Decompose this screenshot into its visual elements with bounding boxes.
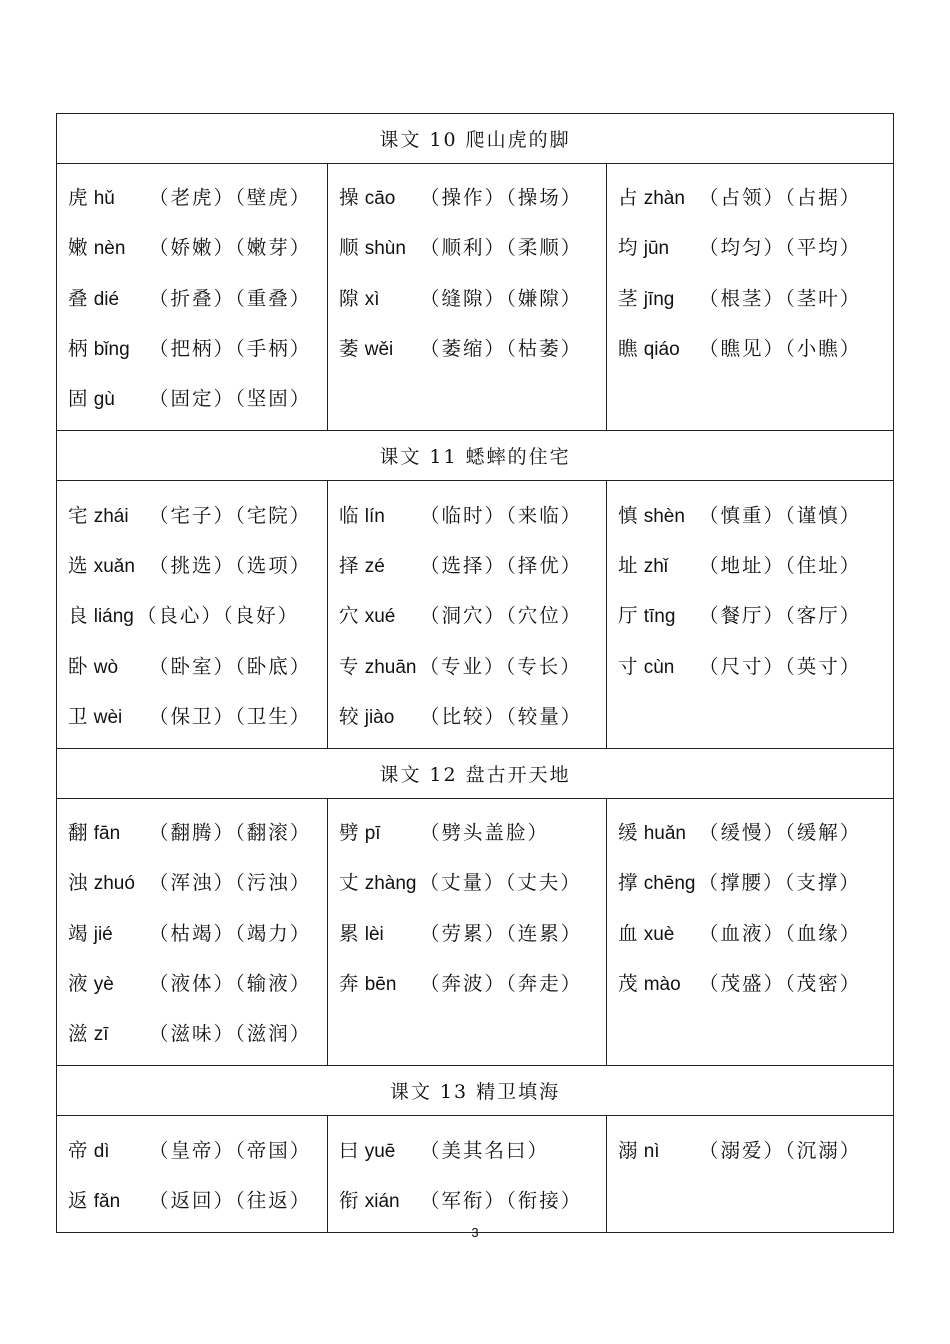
entry-head xyxy=(339,333,420,361)
vocab-entry xyxy=(618,221,893,271)
example-words: （军衔）（衔接） xyxy=(420,1188,583,1212)
example-words: （固定）（坚固） xyxy=(149,387,312,411)
entry-column xyxy=(57,798,328,1065)
hanzi-character: 寸 xyxy=(618,654,638,678)
vocab-entry xyxy=(68,171,327,221)
vocab-entry xyxy=(618,322,893,372)
example-words: （保卫）（卫生） xyxy=(149,704,312,728)
entry-head xyxy=(68,333,149,361)
hanzi-character: 缓 xyxy=(618,821,638,845)
example-words: （液体）（输液） xyxy=(149,972,312,995)
page-number: 3 xyxy=(471,1225,479,1240)
example-words: （地址）（住址） xyxy=(699,553,862,577)
hanzi-character: 劈 xyxy=(339,821,359,845)
pinyin: jūn xyxy=(643,238,670,260)
hanzi-character: 隙 xyxy=(339,286,359,310)
pinyin: zhàn xyxy=(643,188,685,210)
pinyin: huǎn xyxy=(643,823,686,845)
entry-head xyxy=(68,817,149,845)
lesson-title: 课文 12 盘古开天地 xyxy=(57,748,894,798)
entry-head xyxy=(618,600,699,628)
example-words: （选择）（择优） xyxy=(420,553,583,577)
vocab-entry xyxy=(68,1174,327,1224)
pinyin: zhuān xyxy=(364,656,417,678)
hanzi-character: 固 xyxy=(68,387,88,411)
entry-head xyxy=(618,500,699,528)
pinyin: qiáo xyxy=(643,339,680,361)
vocab-entry xyxy=(618,589,893,639)
example-words: （餐厅）（客厅） xyxy=(699,604,862,628)
vocab-entry xyxy=(68,539,327,589)
hanzi-character: 选 xyxy=(68,553,88,577)
entry-head xyxy=(339,500,420,528)
entry-head xyxy=(339,651,417,679)
pinyin: xuè xyxy=(643,923,675,945)
hanzi-character: 穴 xyxy=(339,604,359,628)
lesson-title-row xyxy=(57,748,894,798)
hanzi-character: 择 xyxy=(339,553,359,577)
vocab-entry xyxy=(339,488,606,538)
vocab-entry xyxy=(339,589,606,639)
example-words: （返回）（往返） xyxy=(149,1188,312,1212)
vocab-entry xyxy=(339,806,606,856)
entry-head xyxy=(68,1135,149,1163)
entry-head xyxy=(339,182,420,210)
entry-head xyxy=(68,701,149,729)
entry-head xyxy=(618,182,699,210)
vocab-entry xyxy=(68,907,327,957)
pinyin: tīng xyxy=(643,606,676,628)
entry-head xyxy=(339,1185,420,1213)
hanzi-character: 柄 xyxy=(68,337,88,361)
vocab-entry xyxy=(68,1007,327,1057)
hanzi-character: 萎 xyxy=(339,337,359,361)
example-words: （慎重）（谨慎） xyxy=(699,503,862,527)
vocab-entry xyxy=(339,221,606,271)
entry-head xyxy=(339,283,420,311)
vocab-entry xyxy=(339,690,606,740)
entry-column xyxy=(328,1116,607,1233)
entry-column xyxy=(328,798,607,1065)
pinyin: liáng xyxy=(93,606,134,628)
entry-head xyxy=(618,817,699,845)
vocab-entry xyxy=(618,171,893,221)
example-words: （翻腾）（翻滚） xyxy=(149,821,312,845)
example-words: （娇嫩）（嫩芽） xyxy=(149,236,312,260)
hanzi-character: 茎 xyxy=(618,286,638,310)
hanzi-character: 液 xyxy=(68,972,88,995)
hanzi-character: 较 xyxy=(339,704,359,728)
pinyin: fān xyxy=(93,823,121,845)
entry-head xyxy=(68,968,149,996)
lesson-title: 课文 13 精卫填海 xyxy=(57,1066,894,1116)
pinyin: zé xyxy=(364,555,385,577)
vocab-entry xyxy=(339,1123,606,1173)
example-words: （劈头盖脸） xyxy=(420,821,550,845)
vocab-entry xyxy=(68,639,327,689)
example-words: （把柄）（手柄） xyxy=(149,337,312,361)
lesson-entries-row xyxy=(57,798,894,1065)
hanzi-character: 衔 xyxy=(339,1188,359,1212)
example-words: （老虎）（壁虎） xyxy=(149,186,312,210)
pinyin: jīng xyxy=(643,288,675,310)
hanzi-character: 厅 xyxy=(618,604,638,628)
vocab-entry xyxy=(68,372,327,422)
entry-column xyxy=(607,164,894,431)
hanzi-character: 滋 xyxy=(68,1022,88,1046)
pinyin: xuǎn xyxy=(93,555,135,577)
vocab-entry xyxy=(339,272,606,322)
hanzi-character: 临 xyxy=(339,503,359,527)
hanzi-character: 瞧 xyxy=(618,337,638,361)
example-words: （均匀）（平均） xyxy=(699,236,862,260)
hanzi-character: 址 xyxy=(618,553,638,577)
hanzi-character: 曰 xyxy=(339,1138,359,1162)
hanzi-character: 操 xyxy=(339,186,359,210)
lesson-title: 课文 10 爬山虎的脚 xyxy=(57,114,894,164)
pinyin: dié xyxy=(93,288,120,310)
entry-head xyxy=(339,1135,420,1163)
hanzi-character: 撑 xyxy=(618,871,638,895)
pinyin: shèn xyxy=(643,505,685,527)
entry-head xyxy=(68,232,149,260)
entry-head xyxy=(339,600,420,628)
vocab-entry xyxy=(339,539,606,589)
example-words: （瞧见）（小瞧） xyxy=(699,337,862,361)
entry-head xyxy=(618,651,699,679)
entry-head xyxy=(618,867,696,895)
pinyin: xué xyxy=(364,606,396,628)
hanzi-character: 良 xyxy=(68,604,88,628)
example-words: （尺寸）（英寸） xyxy=(699,654,862,678)
example-words: （良心）（良好） xyxy=(136,604,300,628)
vocab-entry xyxy=(68,1123,327,1173)
vocabulary-table xyxy=(56,113,894,1233)
entry-head xyxy=(618,918,699,946)
entry-head xyxy=(68,651,149,679)
example-words: （浑浊）（污浊） xyxy=(149,871,312,895)
vocab-entry xyxy=(68,322,327,372)
example-words: （萎缩）（枯萎） xyxy=(420,337,583,361)
entry-head xyxy=(339,701,420,729)
pinyin: yè xyxy=(93,974,114,995)
example-words: （奔波）（奔走） xyxy=(420,972,583,995)
pinyin: bǐng xyxy=(93,339,130,361)
entry-column xyxy=(57,164,328,431)
entry-head xyxy=(618,283,699,311)
hanzi-character: 卧 xyxy=(68,654,88,678)
pinyin: nèn xyxy=(93,238,126,260)
pinyin: lín xyxy=(364,505,385,527)
pinyin: xián xyxy=(364,1190,400,1212)
pinyin: nì xyxy=(643,1140,660,1162)
example-words: （血液）（血缘） xyxy=(699,921,862,945)
example-words: （折叠）（重叠） xyxy=(149,286,312,310)
hanzi-character: 卫 xyxy=(68,704,88,728)
vocab-entry xyxy=(68,272,327,322)
hanzi-character: 翻 xyxy=(68,821,88,845)
hanzi-character: 均 xyxy=(618,236,638,260)
pinyin: zhàng xyxy=(364,873,417,895)
vocab-entry xyxy=(618,957,893,1007)
lesson-entries-row xyxy=(57,481,894,748)
example-words: （占领）（占据） xyxy=(699,186,862,210)
hanzi-character: 累 xyxy=(339,921,359,945)
pinyin: wěi xyxy=(364,339,394,361)
example-words: （茂盛）（茂密） xyxy=(699,972,862,995)
pinyin: fǎn xyxy=(93,1190,121,1212)
pinyin: zī xyxy=(93,1024,109,1046)
entry-head xyxy=(68,918,149,946)
vocab-entry xyxy=(339,171,606,221)
entry-head xyxy=(68,500,149,528)
example-words: （溺爱）（沉溺） xyxy=(699,1138,862,1162)
pinyin: yuē xyxy=(364,1140,396,1162)
hanzi-character: 奔 xyxy=(339,972,359,995)
hanzi-character: 叠 xyxy=(68,286,88,310)
example-words: （丈量）（丈夫） xyxy=(419,871,582,895)
hanzi-character: 占 xyxy=(618,186,638,210)
vocab-entry xyxy=(618,1123,893,1173)
example-words: （操作）（操场） xyxy=(420,186,583,210)
pinyin: hǔ xyxy=(93,188,115,210)
lesson-entries-row xyxy=(57,164,894,431)
hanzi-character: 帝 xyxy=(68,1138,88,1162)
pinyin: gù xyxy=(93,389,115,411)
vocab-entry xyxy=(618,272,893,322)
hanzi-character: 溺 xyxy=(618,1138,638,1162)
hanzi-character: 慎 xyxy=(618,503,638,527)
example-words: （美其名曰） xyxy=(420,1138,550,1162)
example-words: （卧室）（卧底） xyxy=(149,654,312,678)
pinyin: jié xyxy=(93,923,113,945)
vocab-entry xyxy=(339,907,606,957)
entry-column xyxy=(607,481,894,748)
example-words: （比较）（较量） xyxy=(420,704,583,728)
pinyin: shùn xyxy=(364,238,406,260)
entry-column xyxy=(328,481,607,748)
entry-head xyxy=(618,232,699,260)
entry-head xyxy=(68,182,149,210)
example-words: （根茎）（茎叶） xyxy=(699,286,862,310)
vocab-entry xyxy=(68,488,327,538)
entry-head xyxy=(68,867,149,895)
pinyin: cāo xyxy=(364,188,396,210)
hanzi-character: 嫩 xyxy=(68,236,88,260)
example-words: （临时）（来临） xyxy=(420,503,583,527)
vocab-entry xyxy=(339,856,606,906)
vocab-entry xyxy=(339,322,606,372)
example-words: （专业）（专长） xyxy=(419,654,582,678)
entry-head xyxy=(618,1135,699,1163)
pinyin: jiào xyxy=(364,706,395,728)
vocab-entry xyxy=(68,221,327,271)
entry-head xyxy=(68,383,149,411)
lesson-title-row xyxy=(57,431,894,481)
hanzi-character: 虎 xyxy=(68,186,88,210)
pinyin: cùn xyxy=(643,656,675,678)
example-words: （劳累）（连累） xyxy=(420,921,583,945)
vocab-entry xyxy=(339,639,606,689)
vocab-entry xyxy=(618,806,893,856)
vocab-entry xyxy=(339,1174,606,1224)
hanzi-character: 顺 xyxy=(339,236,359,260)
lesson-title-row xyxy=(57,114,894,164)
entry-head xyxy=(339,968,420,996)
example-words: （缓慢）（缓解） xyxy=(699,821,862,845)
hanzi-character: 专 xyxy=(339,654,359,678)
hanzi-character: 血 xyxy=(618,921,638,945)
vocab-entry xyxy=(618,639,893,689)
pinyin: zhǐ xyxy=(643,555,669,577)
entry-head xyxy=(618,968,699,996)
pinyin: chēng xyxy=(643,873,696,895)
entry-head xyxy=(68,600,134,628)
hanzi-character: 竭 xyxy=(68,921,88,945)
example-words: （撑腰）（支撑） xyxy=(698,871,861,895)
entry-head xyxy=(339,550,420,578)
entry-head xyxy=(339,867,417,895)
vocab-entry xyxy=(618,907,893,957)
example-words: （皇帝）（帝国） xyxy=(149,1138,312,1162)
entry-column xyxy=(607,798,894,1065)
entry-head xyxy=(618,550,699,578)
vocab-entry xyxy=(68,856,327,906)
lesson-title: 课文 11 蟋蟀的住宅 xyxy=(57,431,894,481)
hanzi-character: 宅 xyxy=(68,503,88,527)
entry-head xyxy=(618,333,699,361)
vocab-entry xyxy=(618,488,893,538)
hanzi-character: 茂 xyxy=(618,972,638,995)
pinyin: zhái xyxy=(93,505,129,527)
pinyin: xì xyxy=(364,288,380,310)
hanzi-character: 丈 xyxy=(339,871,359,895)
entry-column xyxy=(328,164,607,431)
hanzi-character: 浊 xyxy=(68,871,88,895)
example-words: （滋味）（滋润） xyxy=(149,1022,312,1046)
vocab-entry xyxy=(68,589,327,639)
pinyin: pī xyxy=(364,823,381,845)
pinyin: dì xyxy=(93,1140,110,1162)
example-words: （挑选）（选项） xyxy=(149,553,312,577)
entry-column xyxy=(57,481,328,748)
example-words: （缝隙）（嫌隙） xyxy=(420,286,583,310)
entry-head xyxy=(339,232,420,260)
pinyin: wò xyxy=(93,656,119,678)
pinyin: lèi xyxy=(364,923,384,945)
lesson-entries-row xyxy=(57,1116,894,1233)
entry-head xyxy=(339,817,420,845)
pinyin: mào xyxy=(643,974,681,995)
vocab-entry xyxy=(68,806,327,856)
example-words: （枯竭）（竭力） xyxy=(149,921,312,945)
entry-head xyxy=(68,550,149,578)
vocab-entry xyxy=(68,957,327,1007)
vocab-entry xyxy=(339,957,606,1007)
lesson-title-row xyxy=(57,1066,894,1116)
example-words: （洞穴）（穴位） xyxy=(420,604,583,628)
pinyin: wèi xyxy=(93,706,123,728)
entry-head xyxy=(68,283,149,311)
pinyin: bēn xyxy=(364,974,397,995)
vocab-entry xyxy=(618,856,893,906)
pinyin: zhuó xyxy=(93,873,135,895)
entry-column xyxy=(607,1116,894,1233)
vocab-entry xyxy=(618,539,893,589)
entry-head xyxy=(68,1018,149,1046)
entry-head xyxy=(339,918,420,946)
example-words: （宅子）（宅院） xyxy=(149,503,312,527)
entry-column xyxy=(57,1116,328,1233)
entry-head xyxy=(68,1185,149,1213)
example-words: （顺利）（柔顺） xyxy=(420,236,583,260)
vocab-entry xyxy=(68,690,327,740)
hanzi-character: 返 xyxy=(68,1188,88,1212)
